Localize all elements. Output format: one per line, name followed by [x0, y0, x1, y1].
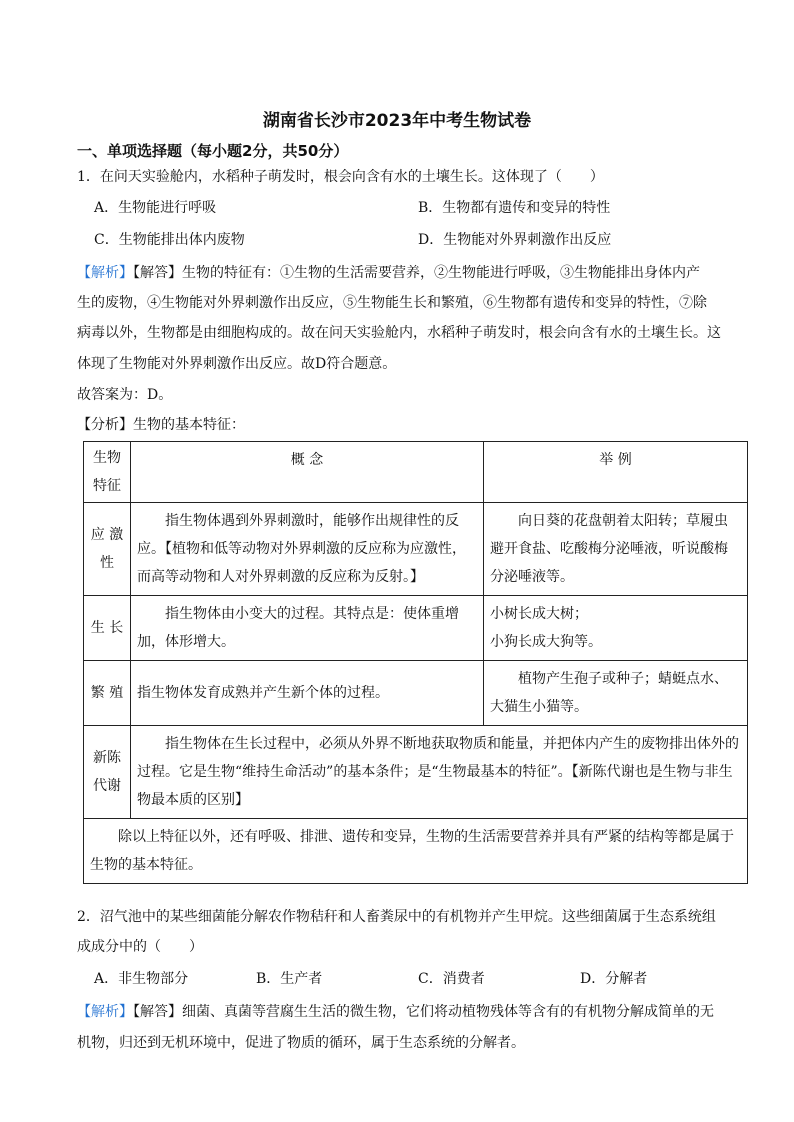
- row-example: 向日葵的花盘朝着太阳转；草履虫避开食盐、吃酸梅分泌唾液，听说酸梅分泌唾液等。: [484, 503, 748, 596]
- table-row: [84, 596, 748, 661]
- row-example: [484, 596, 748, 661]
- q1-answer: 故答案为：D。: [77, 387, 173, 403]
- explanation-tag: 【解析】: [77, 1004, 133, 1020]
- q1-stem: 1．在问天实验舱内，水稻种子萌发时，根会向含有水的土壤生长。这体现了（ ）: [77, 169, 604, 185]
- q2-option-a: A．非生物部分: [94, 971, 189, 987]
- q1-option-a: A．生物能进行呼吸: [94, 200, 217, 216]
- header-concept: 概 念: [131, 442, 484, 503]
- row-feature: 新陈代谢: [84, 726, 131, 819]
- row-feature: 应 激 性: [84, 503, 131, 596]
- row-concept: 指生物体遇到外界刺激时，能够作出规律性的反应。【植物和低等动物对外界刺激的反应称为应激性，而高等动物和人对外界刺激的反应称为反射。】: [131, 503, 484, 596]
- table-footer: 除以上特征以外，还有呼吸、排泄、遗传和变异，生物的生活需要营养并具有严紧的结构等都是属于生物的基本特征。: [84, 819, 748, 884]
- row-feature: 生 长: [84, 596, 131, 661]
- row-example: 植物产生孢子或种子；蜻蜓点水、大猫生小猫等。: [484, 661, 748, 726]
- feature-table: [83, 441, 748, 884]
- header-feature: 生物特征: [84, 442, 131, 503]
- q2-explanation-line: [77, 1001, 714, 1021]
- q1-explanation-line: 生的废物，④生物能对外界刺激作出反应，⑤生物能生长和繁殖，⑥生物都有遗传和变异的特性，⑦除: [77, 295, 707, 311]
- q2-stem: 2．沼气池中的某些细菌能分解农作物秸秆和人畜粪尿中的有机物并产生甲烷。这些细菌属于生态系统组: [77, 909, 716, 925]
- q2-explanation-text: 【解答】细菌、真菌等营腐生生活的微生物，它们将动植物残体等含有的有机物分解成简单的无: [133, 1004, 714, 1020]
- q1-explanation-text: 【解答】生物的特征有：①生物的生活需要营养，②生物能进行呼吸，③生物能排出身体内产: [133, 265, 700, 281]
- row-concept: 指生物体由小变大的过程。其特点是：使体重增加，体形增大。: [131, 596, 484, 661]
- q2-option-b: B．生产者: [256, 971, 323, 987]
- q1-option-b: B．生物都有遗传和变异的特性: [418, 200, 611, 216]
- row-feature: 繁 殖: [84, 661, 131, 726]
- header-example: 举 例: [484, 442, 748, 503]
- table-row: [84, 661, 748, 726]
- q2-explanation-line: 机物，归还到无机环境中，促进了物质的循环，属于生态系统的分解者。: [77, 1035, 525, 1051]
- table-row: [84, 726, 748, 819]
- explanation-tag: 【解析】: [77, 265, 133, 281]
- q2-option-d: D．分解者: [580, 971, 648, 987]
- row-concept: 指生物体发育成熟并产生新个体的过程。: [131, 661, 484, 726]
- row-example-line: 小狗长成大狗等。: [490, 634, 602, 650]
- q1-option-c: C．生物能排出体内废物: [94, 232, 245, 248]
- row-concept: 指生物体在生长过程中，必须从外界不断地获取物质和能量，并把体内产生的废物排出体外的过程。它是生物“维持生命活动”的基本条件；是“生物最基本的特征”。【新陈代谢也是生物与非生物最本质的区别】: [131, 726, 748, 819]
- table-row: [84, 503, 748, 596]
- section-heading: 一、单项选择题（每小题2分，共50分）: [77, 142, 349, 160]
- row-example-line: 小树长成大树；: [490, 606, 588, 622]
- table-header-row: [84, 442, 748, 503]
- q2-option-c: C．消费者: [418, 971, 485, 987]
- q2-stem: 成成分中的（ ）: [77, 939, 203, 955]
- q1-explanation-line: 体现了生物能对外界刺激作出反应。故D符合题意。: [77, 356, 397, 372]
- q1-analysis: 【分析】生物的基本特征：: [77, 417, 245, 433]
- table-footer-row: [84, 819, 748, 884]
- page-title: 湖南省长沙市2023年中考生物试卷: [262, 111, 532, 131]
- q1-explanation-line: 病毒以外，生物都是由细胞构成的。故在问天实验舱内，水稻种子萌发时，根会向含有水的土壤生长。这: [77, 325, 721, 341]
- q1-explanation-line: [77, 262, 700, 282]
- q1-option-d: D．生物能对外界刺激作出反应: [418, 232, 612, 248]
